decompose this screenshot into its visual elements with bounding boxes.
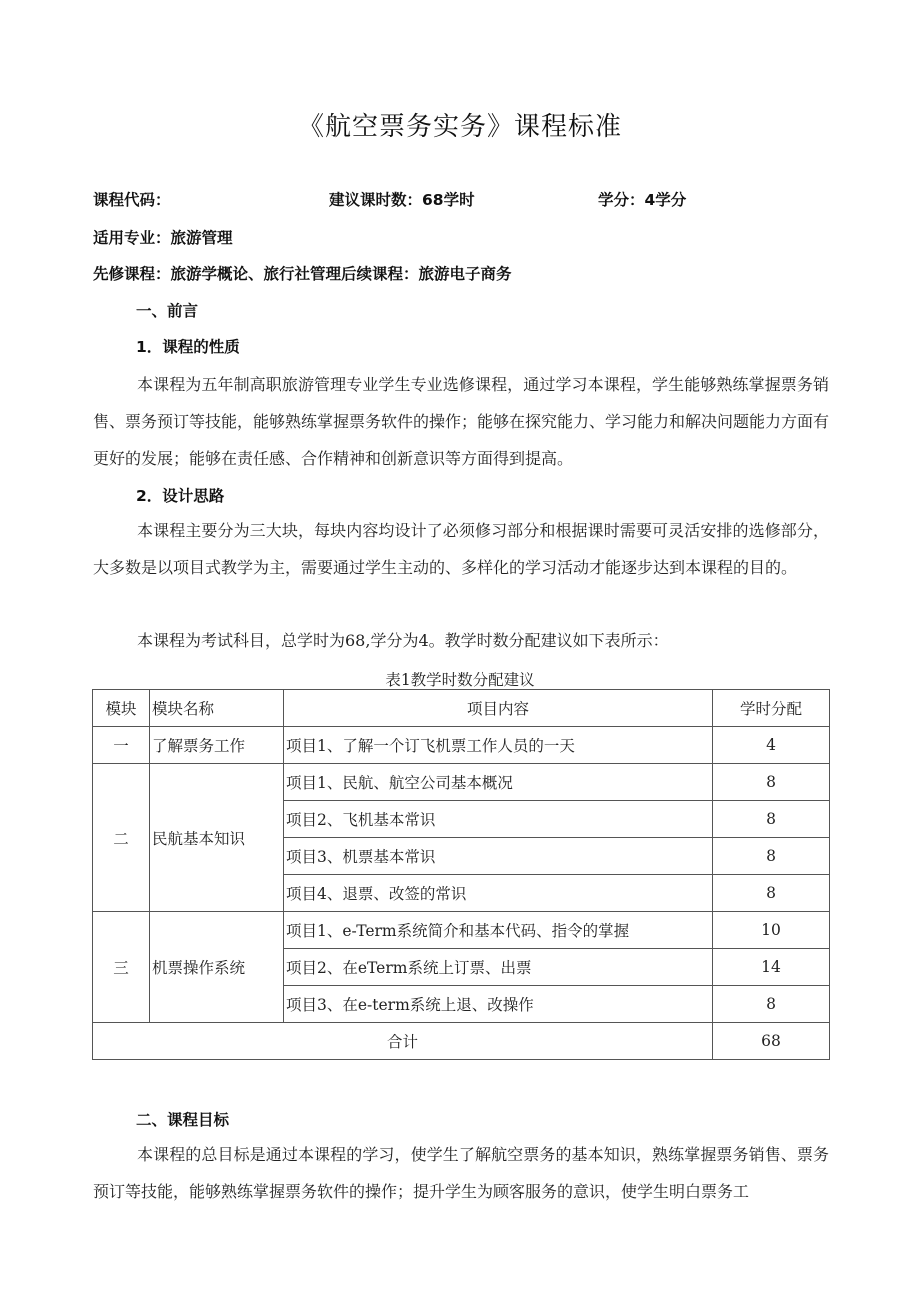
header-module-name: 模块名称: [150, 690, 284, 727]
module-number: 三: [93, 912, 150, 1023]
page-title: 《航空票务实务》课程标准: [297, 112, 622, 142]
paragraph-design: 本课程主要分为三大块，每块内容均设计了必须修习部分和根据课时需要可灵活安排的选修部分，大多数是以项目式教学为主，需要通过学生主动的、多样化的学习活动才能逐步达到本课程的目的。: [93, 521, 829, 577]
subheading-design: 2．设计思路: [136, 487, 225, 505]
module-name: 机票操作系统: [150, 912, 284, 1023]
section-heading-objectives: 二、课程目标: [136, 1111, 230, 1129]
table-row: [93, 764, 830, 801]
table-row: [93, 912, 830, 949]
module-number: 一: [93, 727, 150, 764]
project-hours: 8: [713, 801, 830, 838]
table-row: [93, 727, 830, 764]
module-name: 民航基本知识: [150, 764, 284, 912]
table-header-row: [93, 690, 830, 727]
header-content: 项目内容: [284, 690, 713, 727]
course-code-label: 课程代码：: [93, 191, 171, 209]
section-heading-preface: 一、前言: [136, 302, 199, 320]
header-module: 模块: [93, 690, 150, 727]
project-hours: 8: [713, 986, 830, 1023]
project-hours: 10: [713, 912, 830, 949]
paragraph-nature: 本课程为五年制高职旅游管理专业学生专业选修课程，通过学习本课程，学生能够熟练掌握票务销售、票务预订等技能，能够熟练掌握票务软件的操作；能够在探究能力、学习能力和解决问题能力方面有更好的发展；能够在责任感、合作精神和创新意识等方面得到提高。: [93, 375, 830, 468]
project-content: 项目1、了解一个订飞机票工作人员的一天: [284, 727, 713, 764]
project-content: 项目2、在eTerm系统上订票、出票: [284, 949, 713, 986]
project-content: 项目1、民航、航空公司基本概况: [284, 764, 713, 801]
total-hours: 68: [713, 1023, 830, 1060]
project-content: 项目2、飞机基本常识: [284, 801, 713, 838]
module-number: 二: [93, 764, 150, 912]
project-hours: 8: [713, 838, 830, 875]
project-hours: 14: [713, 949, 830, 986]
table-caption: 表1教学时数分配建议: [385, 671, 535, 689]
suggested-hours: 建议课时数：68学时: [329, 191, 475, 209]
project-content: 项目3、机票基本常识: [284, 838, 713, 875]
project-content: 项目4、退票、改签的常识: [284, 875, 713, 912]
applicable-major: 适用专业：旅游管理: [93, 229, 233, 247]
prerequisite-courses: 先修课程：旅游学概论、旅行社管理后续课程：旅游电子商务: [93, 265, 512, 283]
table-total-row: [93, 1023, 830, 1060]
project-content: 项目3、在e-term系统上退、改操作: [284, 986, 713, 1023]
module-name: 了解票务工作: [150, 727, 284, 764]
project-hours: 8: [713, 875, 830, 912]
header-hours: 学时分配: [713, 690, 830, 727]
hours-allocation-table: [92, 689, 830, 1060]
total-label: 合计: [93, 1023, 713, 1060]
project-content: 项目1、e-Term系统简介和基本代码、指令的掌握: [284, 912, 713, 949]
credits: 学分：4学分: [598, 191, 687, 209]
paragraph-exam: 本课程为考试科目，总学时为68,学分为4。教学时数分配建议如下表所示：: [137, 631, 669, 650]
project-hours: 8: [713, 764, 830, 801]
subheading-nature: 1．课程的性质: [136, 338, 240, 356]
paragraph-objectives: 本课程的总目标是通过本课程的学习，使学生了解航空票务的基本知识，熟练掌握票务销售、票务预订等技能，能够熟练掌握票务软件的操作；提升学生为顾客服务的意识，使学生明白票务工: [93, 1145, 829, 1201]
project-hours: 4: [713, 727, 830, 764]
